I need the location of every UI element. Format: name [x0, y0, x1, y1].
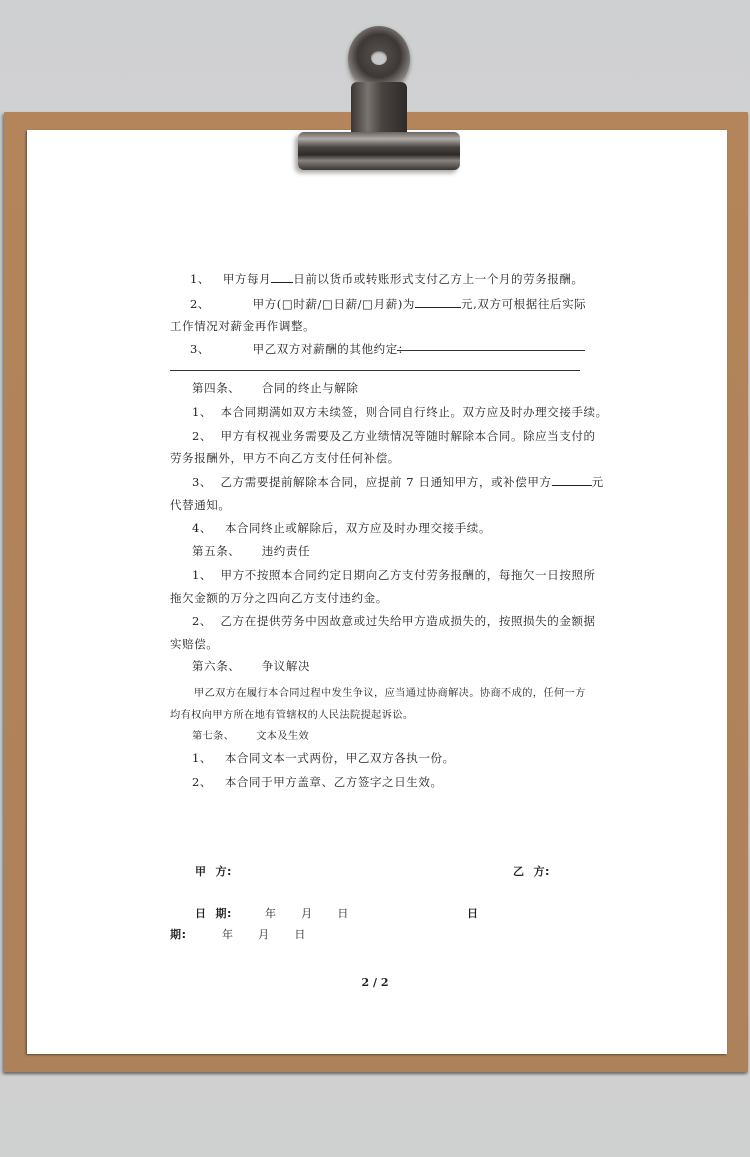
article5-item-2: 2、 乙方在提供劳务中因故意或过失给甲方造成损失的，按照损失的金额据 [192, 614, 596, 628]
date-a-label: 日 期: [195, 907, 233, 920]
article4-item-2-cont: 劳务报酬外，甲方不向乙方支付任何补偿。 [170, 451, 400, 465]
salary-item-3: 3、 甲乙双方对薪酬的其他约定： [190, 342, 410, 356]
article4-item-4: 4、 本合同终止或解除后，双方应及时办理交接手续。 [192, 521, 492, 535]
salary-item-1: 1、 甲方每月 日前以货币或转账形式支付乙方上一个月的劳务报酬。 [190, 272, 584, 286]
article4-heading: 第四条、 合同的终止与解除 [192, 381, 359, 395]
article5-item-2-cont: 实赔偿。 [170, 637, 219, 651]
article6-text-cont: 均有权向甲方所在地有管辖权的人民法院提起诉讼。 [170, 710, 414, 721]
date-b-label-part2: 期: [170, 928, 187, 941]
party-b-label: 乙 方: [513, 865, 551, 878]
article7-item-2: 2、 本合同于甲方盖章、乙方签字之日生效。 [192, 775, 443, 789]
article7-heading: 第七条、 文本及生效 [192, 731, 310, 742]
article4-item-1: 1、 本合同期满如双方未续签，则合同自行终止。双方应及时办理交接手续。 [192, 405, 608, 419]
date-b-fields: 年 月 日 [222, 928, 306, 941]
page-number: 2 / 2 [361, 976, 389, 989]
article6-heading: 第六条、 争议解决 [192, 659, 311, 673]
article5-item-1: 1、 甲方不按照本合同约定日期向乙方支付劳务报酬的，每拖欠一日按照所 [192, 568, 596, 582]
article7-item-1: 1、 本合同文本一式两份，甲乙双方各执一份。 [192, 751, 455, 765]
salary-other-blank [397, 350, 585, 351]
salary-other-blank-2 [170, 370, 580, 371]
date-a-fields: 年 月 日 [265, 907, 349, 920]
article4-item-3-cont: 代替通知。 [170, 498, 231, 512]
article5-heading: 第五条、 违约责任 [192, 544, 311, 558]
article4-item-3: 3、 乙方需要提前解除本合同，应提前 7 日通知甲方，或补偿甲方 元 [192, 475, 604, 489]
article6-text: 甲乙双方在履行本合同过程中发生争议，应当通过协商解决。协商不成的，任何一方 [194, 688, 586, 699]
date-b-label-part1: 日 [467, 907, 479, 920]
article4-item-2: 2、 甲方有权视业务需要及乙方业绩情况等随时解除本合同。除应当支付的 [192, 429, 596, 443]
salary-item-2: 2、 甲方(□时薪/□日薪/□月薪)为 元,双方可根据往后实际 [190, 297, 587, 311]
article5-item-1-cont: 拖欠金额的万分之四向乙方支付违约金。 [170, 591, 388, 605]
party-a-label: 甲 方: [195, 865, 233, 878]
salary-item-2-cont: 工作情况对薪金再作调整。 [170, 319, 316, 333]
